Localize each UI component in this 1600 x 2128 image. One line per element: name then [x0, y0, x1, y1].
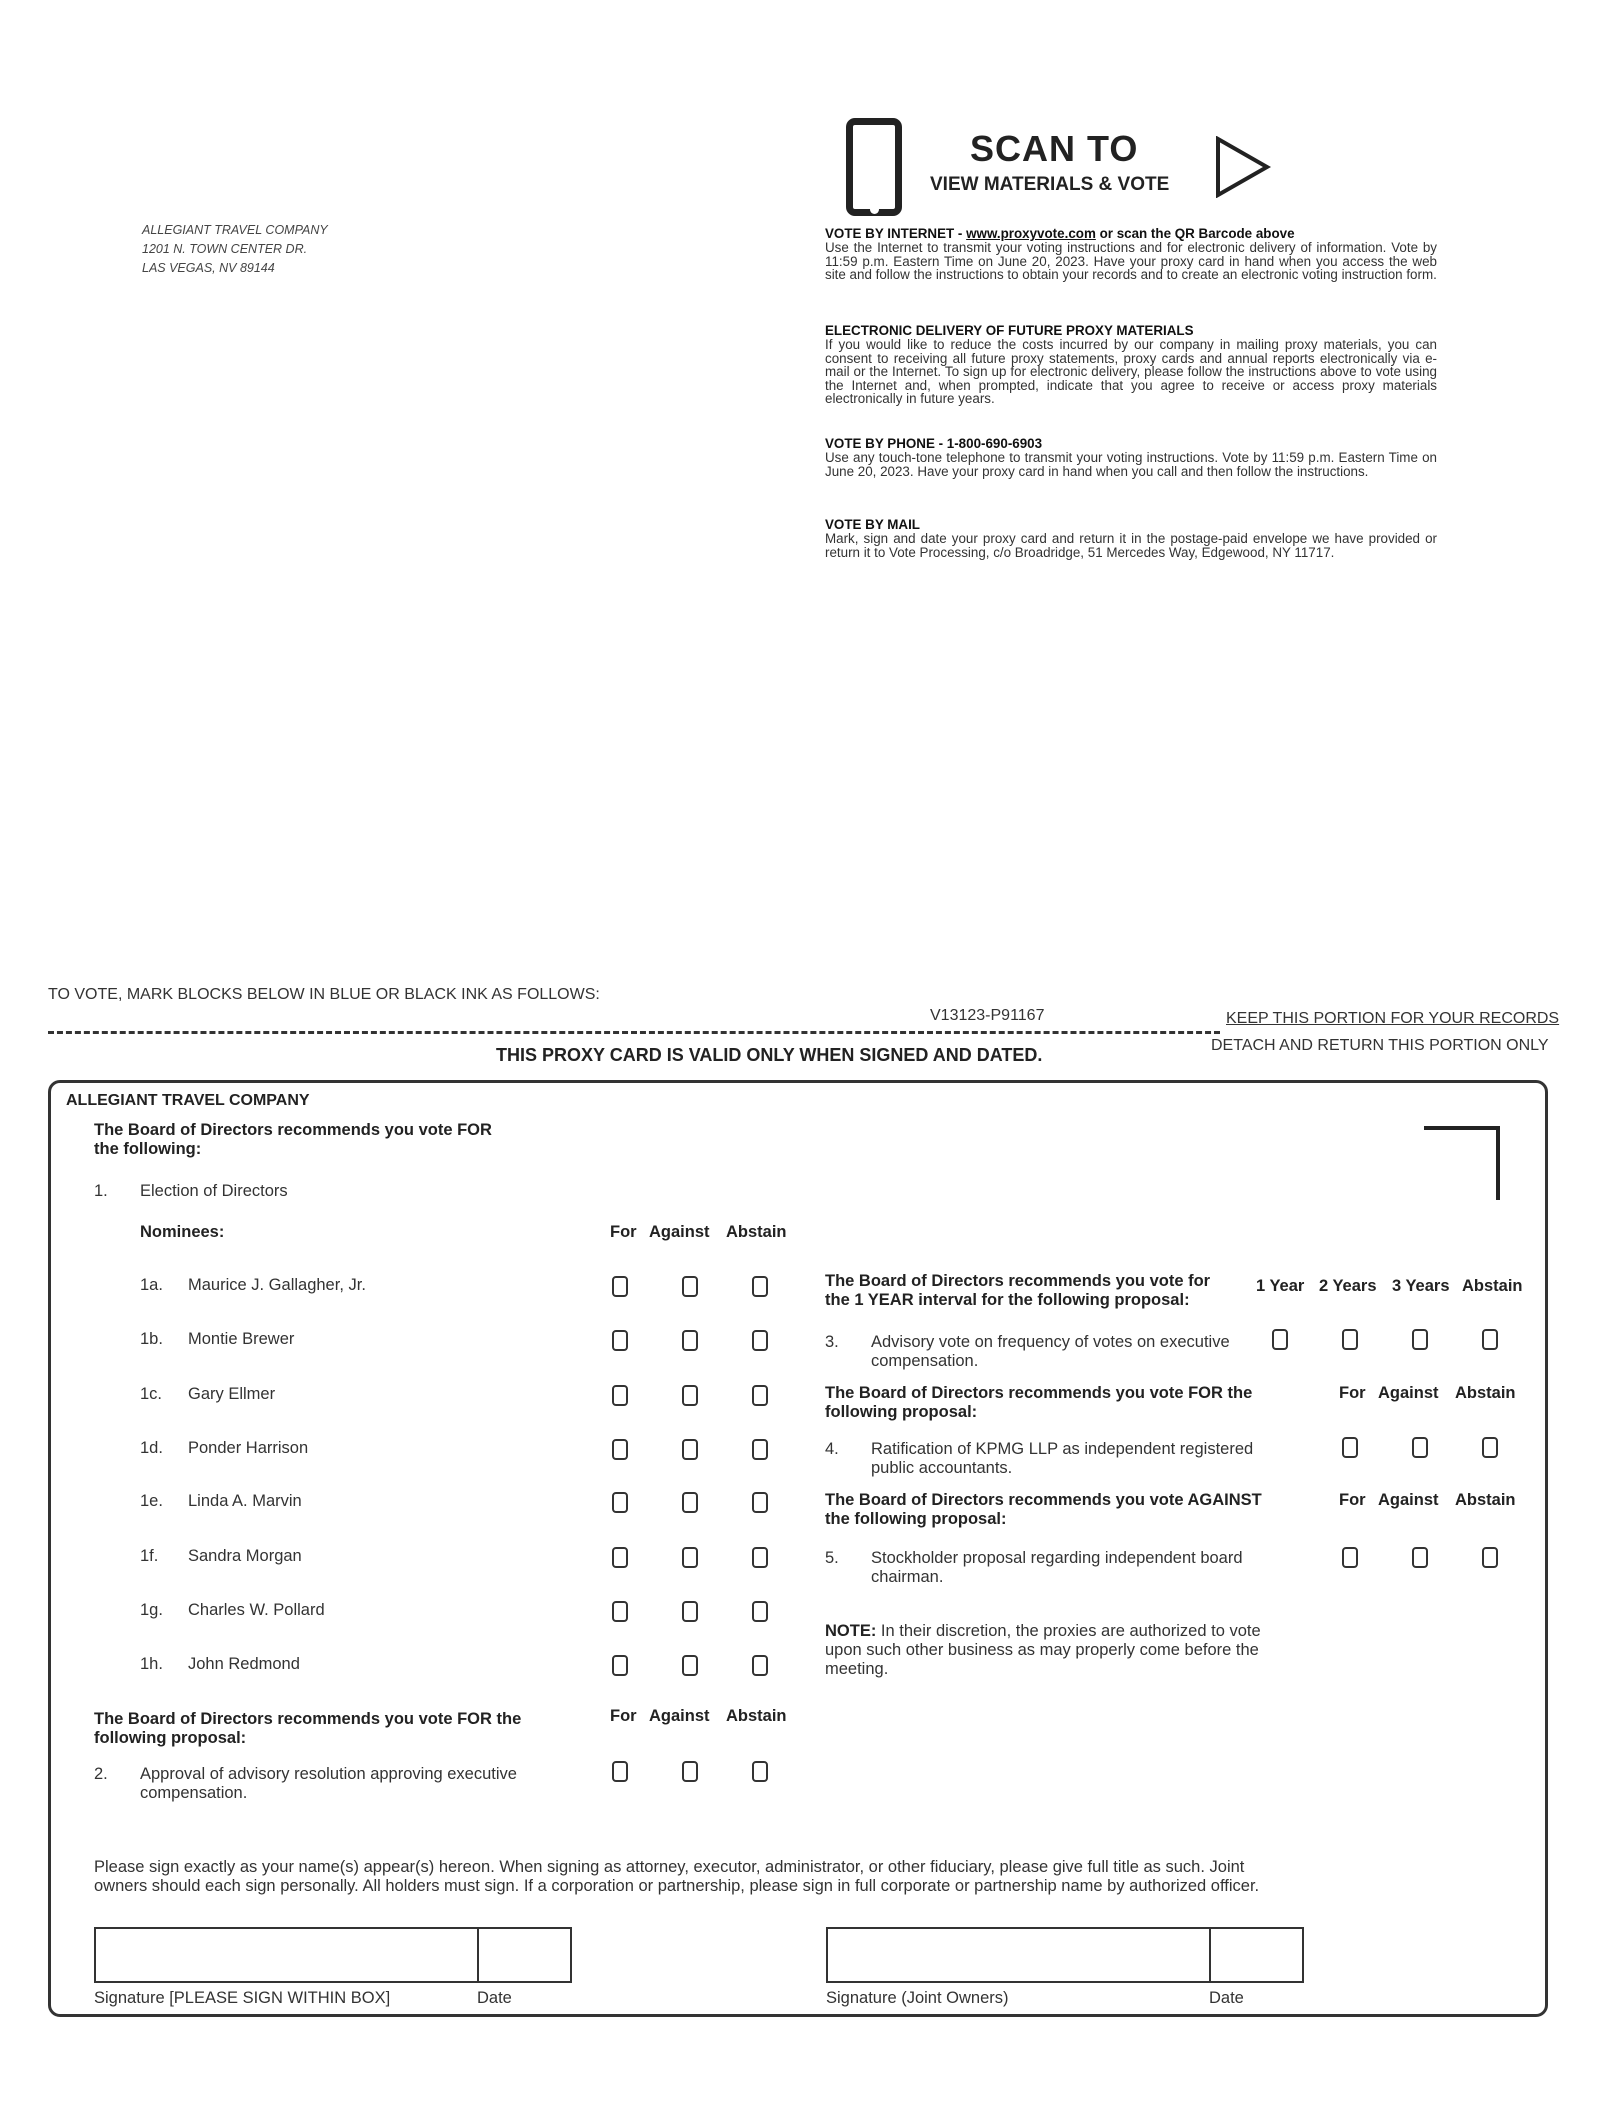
- electronic-delivery-section: [825, 324, 1437, 405]
- play-arrow-icon: [1215, 136, 1271, 198]
- scan-banner: [846, 118, 1276, 218]
- rec-for-proposal4-line1: The Board of Directors recommends you vote FOR the: [825, 1384, 1253, 1402]
- nominee-name: Charles W. Pollard: [188, 1601, 325, 1619]
- item5-number: 5.: [825, 1549, 839, 1567]
- detach-portion-label: DETACH AND RETURN THIS PORTION ONLY: [1211, 1037, 1549, 1054]
- vote-against-checkbox[interactable]: [1412, 1437, 1428, 1458]
- nominees-label: Nominees:: [140, 1223, 225, 1241]
- proposal4-col-against: Against: [1378, 1384, 1439, 1402]
- signing-instructions: [94, 1858, 1534, 1896]
- vote-3-years-checkbox[interactable]: [1412, 1329, 1428, 1350]
- proposal2-col-abstain: Abstain: [726, 1707, 787, 1725]
- proposal5-col-for: For: [1339, 1491, 1366, 1509]
- vote-internet-body: Use the Internet to transmit your voting instructions and for electronic delivery of information. Vote by 11:59 p.m. Eastern Time on June 20, 2023. Have your proxy card in hand when you access the web site and follow the instructions to obtain your records and to create an electronic voting instruction form.: [825, 240, 1437, 283]
- rec-against-line1: The Board of Directors recommends you vote AGAINST: [825, 1491, 1262, 1509]
- nominee-name: John Redmond: [188, 1655, 300, 1673]
- proposal2-col-against: Against: [649, 1707, 710, 1725]
- vote-2-years-checkbox[interactable]: [1342, 1329, 1358, 1350]
- return-address: [142, 221, 328, 278]
- vote-abstain-checkbox[interactable]: [1482, 1437, 1498, 1458]
- note-line1: In their discretion, the proxies are authorized to vote: [876, 1622, 1261, 1640]
- item4-line2: public accountants.: [871, 1459, 1013, 1477]
- return-address-line2: 1201 N. TOWN CENTER DR.: [142, 242, 308, 256]
- nominee-col-for: For: [610, 1223, 637, 1241]
- item2-line1: Approval of advisory resolution approving executive: [140, 1765, 517, 1783]
- vote-abstain-checkbox[interactable]: [752, 1439, 768, 1460]
- proposal4-col-abstain: Abstain: [1455, 1384, 1516, 1402]
- vote-against-checkbox[interactable]: [682, 1439, 698, 1460]
- nominee-row: [0, 1439, 800, 1463]
- item3-line2: compensation.: [871, 1352, 979, 1370]
- vote-for-checkbox[interactable]: [612, 1439, 628, 1460]
- nominee-row: [0, 1492, 800, 1516]
- nominee-number: 1h.: [140, 1655, 163, 1673]
- nominee-row: [0, 1547, 800, 1571]
- nominee-number: 1f.: [140, 1547, 159, 1565]
- nominee-row: [0, 1330, 800, 1354]
- proxyvote-link[interactable]: www.proxyvote.com: [966, 226, 1096, 241]
- vote-against-checkbox[interactable]: [1412, 1547, 1428, 1568]
- item5-line1: Stockholder proposal regarding independent board: [871, 1549, 1243, 1567]
- vote-for-checkbox[interactable]: [612, 1276, 628, 1297]
- vote-for-checkbox[interactable]: [612, 1547, 628, 1568]
- col-2-years: 2 Years: [1319, 1277, 1377, 1295]
- vote-abstain-checkbox[interactable]: [752, 1330, 768, 1351]
- vote-phone-heading: VOTE BY PHONE - 1-800-690-6903: [825, 436, 1043, 451]
- nominee-name: Sandra Morgan: [188, 1547, 302, 1565]
- nominee-row: [0, 1655, 800, 1679]
- nominee-number: 1c.: [140, 1385, 163, 1403]
- company-name: ALLEGIANT TRAVEL COMPANY: [66, 1092, 310, 1109]
- vote-mail-heading: VOTE BY MAIL: [825, 517, 920, 532]
- vote-against-checkbox[interactable]: [682, 1330, 698, 1351]
- rec-for-following-line2: the following:: [94, 1140, 202, 1158]
- nominee-col-abstain: Abstain: [726, 1223, 787, 1241]
- vote-phone-body: Use any touch-tone telephone to transmit your voting instructions. Vote by 11:59 p.m. Eastern Time on June 20, 2023. Have your proxy card in hand when you call and then follow the instructions.: [825, 450, 1437, 479]
- rec-for-proposal2-line1: The Board of Directors recommends you vote FOR the: [94, 1710, 522, 1728]
- vote-abstain-checkbox[interactable]: [752, 1601, 768, 1622]
- vote-internet-section: [825, 227, 1437, 282]
- signature-joint-date-label: Date: [1209, 1989, 1244, 2007]
- detach-line: [48, 1031, 1220, 1034]
- vote-abstain-checkbox[interactable]: [1482, 1547, 1498, 1568]
- nominee-number: 1e.: [140, 1492, 163, 1510]
- valid-notice: THIS PROXY CARD IS VALID ONLY WHEN SIGNED AND DATED.: [496, 1045, 1043, 1065]
- item1-number: 1.: [94, 1182, 108, 1200]
- signature-owner-label: Signature [PLEASE SIGN WITHIN BOX]: [94, 1989, 391, 2007]
- proposal5-col-against: Against: [1378, 1491, 1439, 1509]
- nominee-number: 1a.: [140, 1276, 163, 1294]
- electronic-delivery-body: If you would like to reduce the costs incurred by our company in mailing proxy materials, you can consent to receiving all future proxy statements, proxy cards and annual reports electronically via e-mail or the Internet. To sign up for electronic delivery, please follow the instructions above to vote using the Internet and, when prompted, indicate that you agree to receive or access proxy materials electronically in future years.: [825, 337, 1437, 407]
- vote-against-checkbox[interactable]: [682, 1385, 698, 1406]
- vote-for-checkbox[interactable]: [612, 1385, 628, 1406]
- proposal5-col-abstain: Abstain: [1455, 1491, 1516, 1509]
- vote-abstain-checkbox[interactable]: [752, 1385, 768, 1406]
- rec-against-line2: the following proposal:: [825, 1510, 1007, 1528]
- vote-mail-section: [825, 518, 1437, 559]
- to-vote-instruction: TO VOTE, MARK BLOCKS BELOW IN BLUE OR BLACK INK AS FOLLOWS:: [48, 986, 600, 1003]
- item4-line1: Ratification of KPMG LLP as independent registered: [871, 1440, 1254, 1458]
- return-address-line3: LAS VEGAS, NV 89144: [142, 261, 275, 275]
- vote-abstain-checkbox[interactable]: [752, 1276, 768, 1297]
- vote-for-checkbox[interactable]: [1342, 1547, 1358, 1568]
- vote-abstain-checkbox[interactable]: [1482, 1329, 1498, 1350]
- vote-phone-section: [825, 437, 1437, 478]
- control-number: V13123-P91167: [930, 1007, 1045, 1024]
- note-text: [825, 1622, 1261, 1679]
- nominee-number: 1b.: [140, 1330, 163, 1348]
- item5-line2: chairman.: [871, 1568, 944, 1586]
- rec-1year-line2: the 1 YEAR interval for the following proposal:: [825, 1291, 1190, 1309]
- proposal2-col-for: For: [610, 1707, 637, 1725]
- item3-line1: Advisory vote on frequency of votes on executive: [871, 1333, 1230, 1351]
- scan-subtitle: VIEW MATERIALS & VOTE: [930, 174, 1170, 195]
- signature-box-joint[interactable]: [826, 1927, 1304, 1983]
- nominee-name: Montie Brewer: [188, 1330, 295, 1348]
- item4-number: 4.: [825, 1440, 839, 1458]
- rec-for-proposal2-line2: following proposal:: [94, 1729, 247, 1747]
- signature-joint-label: Signature (Joint Owners): [826, 1989, 1009, 2007]
- vote-against-checkbox[interactable]: [682, 1761, 698, 1782]
- nominee-row: [0, 1385, 800, 1409]
- vote-for-checkbox[interactable]: [612, 1330, 628, 1351]
- nominee-row: [0, 1601, 800, 1625]
- nominee-name: Maurice J. Gallagher, Jr.: [188, 1276, 366, 1294]
- rec-for-proposal4-line2: following proposal:: [825, 1403, 978, 1421]
- col-1-year: 1 Year: [1256, 1277, 1305, 1295]
- vote-for-checkbox[interactable]: [612, 1492, 628, 1513]
- col-abstain-frequency: Abstain: [1462, 1277, 1523, 1295]
- scan-title: SCAN TO: [970, 128, 1139, 169]
- nominee-number: 1g.: [140, 1601, 163, 1619]
- rec-for-following-line1: The Board of Directors recommends you vote FOR: [94, 1121, 492, 1139]
- note-line3: meeting.: [825, 1660, 889, 1678]
- signature-box-owner[interactable]: [94, 1927, 572, 1983]
- return-address-line1: ALLEGIANT TRAVEL COMPANY: [142, 223, 328, 237]
- nominee-name: Linda A. Marvin: [188, 1492, 302, 1510]
- vote-abstain-checkbox[interactable]: [752, 1547, 768, 1568]
- vote-abstain-checkbox[interactable]: [752, 1492, 768, 1513]
- vote-against-checkbox[interactable]: [682, 1276, 698, 1297]
- vote-internet-heading: VOTE BY INTERNET - www.proxyvote.com or scan the QR Barcode above: [825, 226, 1295, 241]
- vote-abstain-checkbox[interactable]: [752, 1761, 768, 1782]
- vote-mail-body: Mark, sign and date your proxy card and return it in the postage-paid envelope we have provided or return it to Vote Processing, c/o Broadridge, 51 Mercedes Way, Edgewood, NY 11717.: [825, 531, 1437, 560]
- signature-box-divider: [1209, 1927, 1211, 1983]
- smartphone-icon: [846, 118, 902, 216]
- signature-box-divider: [477, 1927, 479, 1983]
- note-label: NOTE:: [825, 1622, 877, 1640]
- vote-for-checkbox[interactable]: [1342, 1437, 1358, 1458]
- signing-line2: owners should each sign personally. All holders must sign. If a corporation or partnership, please sign in full corporate or partnership name by authorized officer.: [94, 1877, 1260, 1895]
- nominee-number: 1d.: [140, 1439, 163, 1457]
- nominee-row: [0, 1276, 800, 1300]
- signature-owner-date-label: Date: [477, 1989, 512, 2007]
- item3-number: 3.: [825, 1333, 839, 1351]
- item2-number: 2.: [94, 1765, 108, 1783]
- nominee-name: Gary Ellmer: [188, 1385, 276, 1403]
- keep-portion-label: KEEP THIS PORTION FOR YOUR RECORDS: [1226, 1010, 1560, 1027]
- col-3-years: 3 Years: [1392, 1277, 1450, 1295]
- vote-against-checkbox[interactable]: [682, 1655, 698, 1676]
- vote-against-checkbox[interactable]: [682, 1601, 698, 1622]
- nominee-col-against: Against: [649, 1223, 710, 1241]
- item2-line2: compensation.: [140, 1784, 248, 1802]
- vote-for-checkbox[interactable]: [612, 1601, 628, 1622]
- note-line2: upon such other business as may properly come before the: [825, 1641, 1259, 1659]
- vote-against-checkbox[interactable]: [682, 1492, 698, 1513]
- vote-against-checkbox[interactable]: [682, 1547, 698, 1568]
- corner-mark: [1424, 1126, 1500, 1200]
- vote-1-year-checkbox[interactable]: [1272, 1329, 1288, 1350]
- vote-for-checkbox[interactable]: [612, 1655, 628, 1676]
- vote-abstain-checkbox[interactable]: [752, 1655, 768, 1676]
- nominee-name: Ponder Harrison: [188, 1439, 309, 1457]
- item1-label: Election of Directors: [140, 1182, 288, 1200]
- electronic-delivery-heading: ELECTRONIC DELIVERY OF FUTURE PROXY MATERIALS: [825, 323, 1194, 338]
- vote-for-checkbox[interactable]: [612, 1761, 628, 1782]
- signing-line1: Please sign exactly as your name(s) appear(s) hereon. When signing as attorney, executor, administrator, or other fiduciary, please give full title as such. Joint: [94, 1858, 1245, 1876]
- proposal4-col-for: For: [1339, 1384, 1366, 1402]
- rec-1year-line1: The Board of Directors recommends you vote for: [825, 1272, 1211, 1290]
